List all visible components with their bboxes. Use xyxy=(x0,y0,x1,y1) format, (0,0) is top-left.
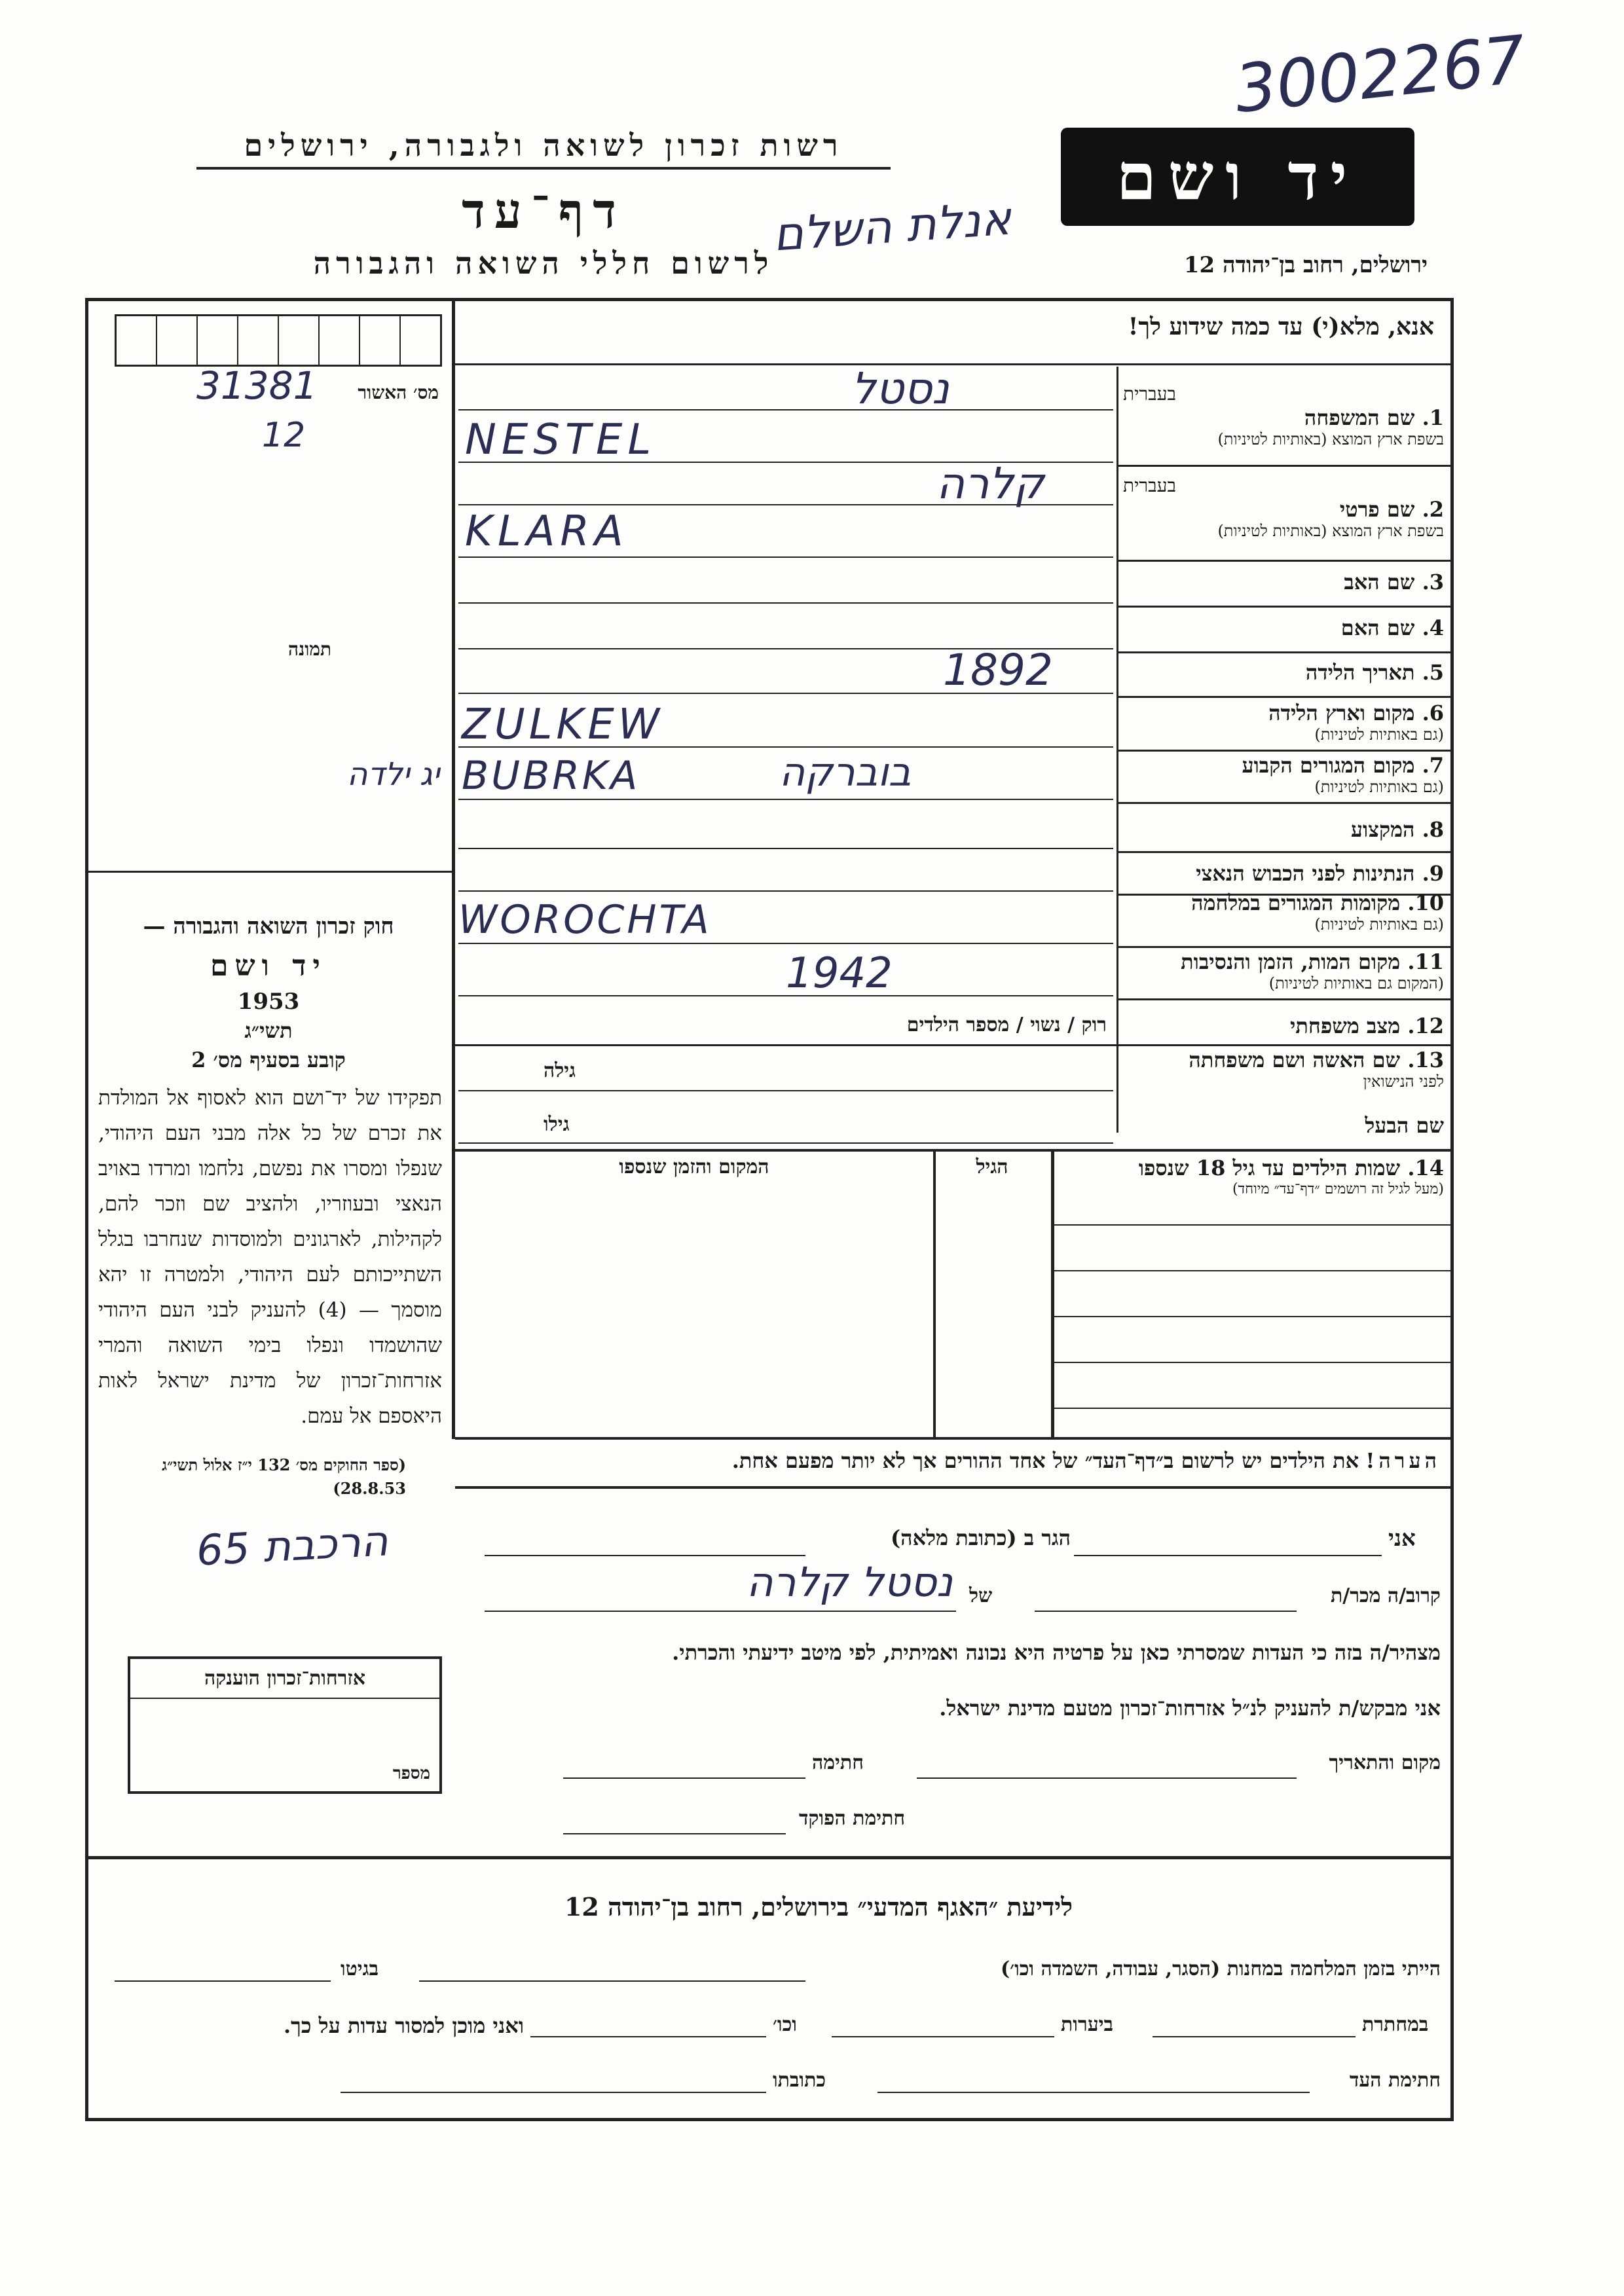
field-3-label: 3. שם האב xyxy=(1344,570,1444,594)
approval-sub: 12 xyxy=(262,416,306,455)
authority-line: רשות זכרון לשואה ולגבורה, ירושלים xyxy=(196,128,891,170)
place-date-label: מקום והתאריך xyxy=(1329,1751,1441,1774)
instruction: אנא, מלא(י) עד כמה שידוע לך! xyxy=(1128,313,1434,340)
family-name-latin: NESTEL xyxy=(465,416,657,464)
first-name-latin: KLARA xyxy=(465,507,629,556)
field-11-label: 11. מקום המות, הזמן והנסיבות (המקום גם באותיות לטיניות) xyxy=(1181,949,1444,993)
family-name-hebrew: נסטל xyxy=(851,363,950,414)
address-label: הגר ב (כתובת מלאה) xyxy=(891,1525,1071,1550)
children-age-header: הגיל xyxy=(976,1156,1008,1178)
wartime-residence-latin: WOROCHTA xyxy=(458,897,712,943)
field-6-label: 6. מקום וארץ הלידה (גם באותיות לטיניות) xyxy=(1268,701,1444,744)
footer-row2-a: במחתרת xyxy=(1362,2013,1429,2036)
form-note: אנלת השלם xyxy=(771,191,1013,262)
footer-row3-b: כתובתו xyxy=(773,2069,826,2092)
citizenship-box xyxy=(128,1656,442,1794)
field-4-label: 4. שם האם xyxy=(1340,615,1444,640)
official-signature-label: חתימת הפוקד xyxy=(799,1807,906,1830)
marital-status-options: רוק / נשוי / מספר הילדים xyxy=(906,1013,1107,1036)
birth-date: 1892 xyxy=(943,645,1053,695)
law-section: קובע בסעיף מס׳ 2 xyxy=(191,1048,346,1072)
field-14-label: 14. שמות הילדים עד גיל 18 שנספו (מעל לגיל זה רושמים ״דף־עד״ מיוחד) xyxy=(1138,1156,1444,1197)
side-note: יג ילדה xyxy=(347,756,440,793)
first-name-hebrew: קלרה xyxy=(936,458,1044,509)
residence-latin: BUBRKA xyxy=(462,753,640,799)
note: הערה! את הילדים יש לרשום ב״דף־העד״ של אחד ההורים אך לא יותר מפעם אחת. xyxy=(731,1448,1441,1473)
of-label: של xyxy=(969,1584,993,1607)
citizenship-title: אזרחות־זכרון הוענקה xyxy=(130,1659,439,1699)
field-13-label: 13. שם האשה ושם משפחתה לפני הנישואין xyxy=(1189,1048,1444,1091)
field-8-label: 8. המקצוע xyxy=(1350,817,1444,842)
children-place-header: המקום והזמן שנספו xyxy=(619,1156,769,1178)
declarant-label: אני xyxy=(1388,1525,1416,1552)
instruction-rule xyxy=(455,363,1454,365)
of-value: נסטל קלרה xyxy=(747,1558,953,1606)
husband-age-label: גילו xyxy=(544,1113,570,1136)
footer-row2-d: ואני מוכן למסור עדות על כך. xyxy=(283,2013,524,2038)
footer-row1-a: הייתי בזמן המלחמה במחנות (הסגר, עבודה, השמדה וכו׳) xyxy=(1000,1958,1441,1980)
birth-place-latin: ZULKEW xyxy=(462,701,664,749)
footer-row1-b: בגיטו xyxy=(341,1958,379,1980)
photo-label: תמונה xyxy=(288,638,332,660)
field-2-label: בעברית 2. שם פרטי בשפת ארץ המוצא (באותיות לטיניות) xyxy=(1123,475,1444,540)
yad-vashem-logo: יד ושם xyxy=(1061,128,1414,226)
stamp-note: הרכבת 65 xyxy=(195,1517,390,1576)
field-9-label: 9. הנתינות לפני הכבוש הנאצי xyxy=(1196,861,1444,886)
field-12-label: 12. מצב משפחתי xyxy=(1290,1013,1444,1038)
field-10-label: 10. מקומות המגורים במלחמה (גם באותיות לטיניות) xyxy=(1191,890,1444,934)
footer-row3-a: חתימת העד xyxy=(1349,2069,1441,2092)
declaration-statement: מצהיר/ה בזה כי העדות שמסרתי כאן על פרטיה היא נכונה ואמיתית, לפי מיטב ידיעתי והכרתי. xyxy=(672,1640,1441,1665)
approval-boxes xyxy=(115,314,442,367)
footer-rule xyxy=(85,1856,1454,1859)
form-title: דף־עד xyxy=(462,183,625,240)
photo-rule xyxy=(85,871,453,873)
approval-number: 31381 xyxy=(196,363,318,408)
field-5-label: 5. תאריך הלידה xyxy=(1305,660,1444,685)
law-hebrew-year: תשי״ג xyxy=(244,1018,293,1043)
death-date: 1942 xyxy=(786,949,893,998)
archive-number: 3002267 xyxy=(1230,21,1529,128)
footer-row2-c: וכו׳ xyxy=(773,2013,797,2036)
field-1-label: בעברית 1. שם המשפחה בשפת ארץ המוצא (באותיות לטיניות) xyxy=(1123,383,1444,448)
declaration-request: אני מבקש/ת להעניק לנ״ל אזרחות־זכרון מטעם מדינת ישראל. xyxy=(939,1696,1441,1721)
approval-label: מס׳ האשור xyxy=(358,382,439,403)
form-subtitle: לרשום חללי השואה והגבורה xyxy=(313,246,774,281)
law-text: תפקידו של יד־ושם הוא לאסוף אל המולדת את זכרם של כל אלה מבני העם היהודי, שנפלו ומסרו את נפשם, נלחמו ומרדו באויב הנאצי ובעוזריו, ולהציב שם וזכר להם, לקהילות, לארגונים ולמוסדות שנחרבו בגלל השתייכותם לעם היהודי, ולמטרה זו יהא מוסמך — (4) להעניק לבני העם היהודי שהושמדו ונפלו בימי השואה והמרי אזרחות־זכרון של מדינת ישראל לאות היאספם אל עמם. xyxy=(98,1086,442,1428)
field-7-label: 7. מקום המגורים הקבוע (גם באותיות לטיניות) xyxy=(1242,753,1444,796)
footer-row2-b: ביערות xyxy=(1061,2013,1114,2036)
citizenship-number-label: מספר xyxy=(392,1764,430,1783)
husband-label: שם הבעל xyxy=(1365,1113,1444,1138)
law-logo: יד ושם xyxy=(210,949,327,983)
panel-divider xyxy=(452,300,455,1439)
law-title: חוק זכרון השואה והגבורה — xyxy=(143,913,394,939)
residence-hebrew: בוברקה xyxy=(779,750,912,795)
law-year: 1953 xyxy=(237,989,300,1015)
wife-age-label: גילה xyxy=(544,1059,576,1082)
address: ירושלים, רחוב בן־יהודה 12 xyxy=(1183,252,1428,278)
law-source: (ספר החוקים מס׳ 132 י״ז אלול תשי״ג 28.8.53) xyxy=(162,1455,406,1498)
signature-label: חתימה xyxy=(812,1751,864,1774)
relation-label: קרוב/ה מכר/ת xyxy=(1330,1584,1441,1607)
footer-title: לידיעת ״האגף המדעי״ בירושלים, רחוב בן־יהודה 12 xyxy=(564,1892,1073,1922)
